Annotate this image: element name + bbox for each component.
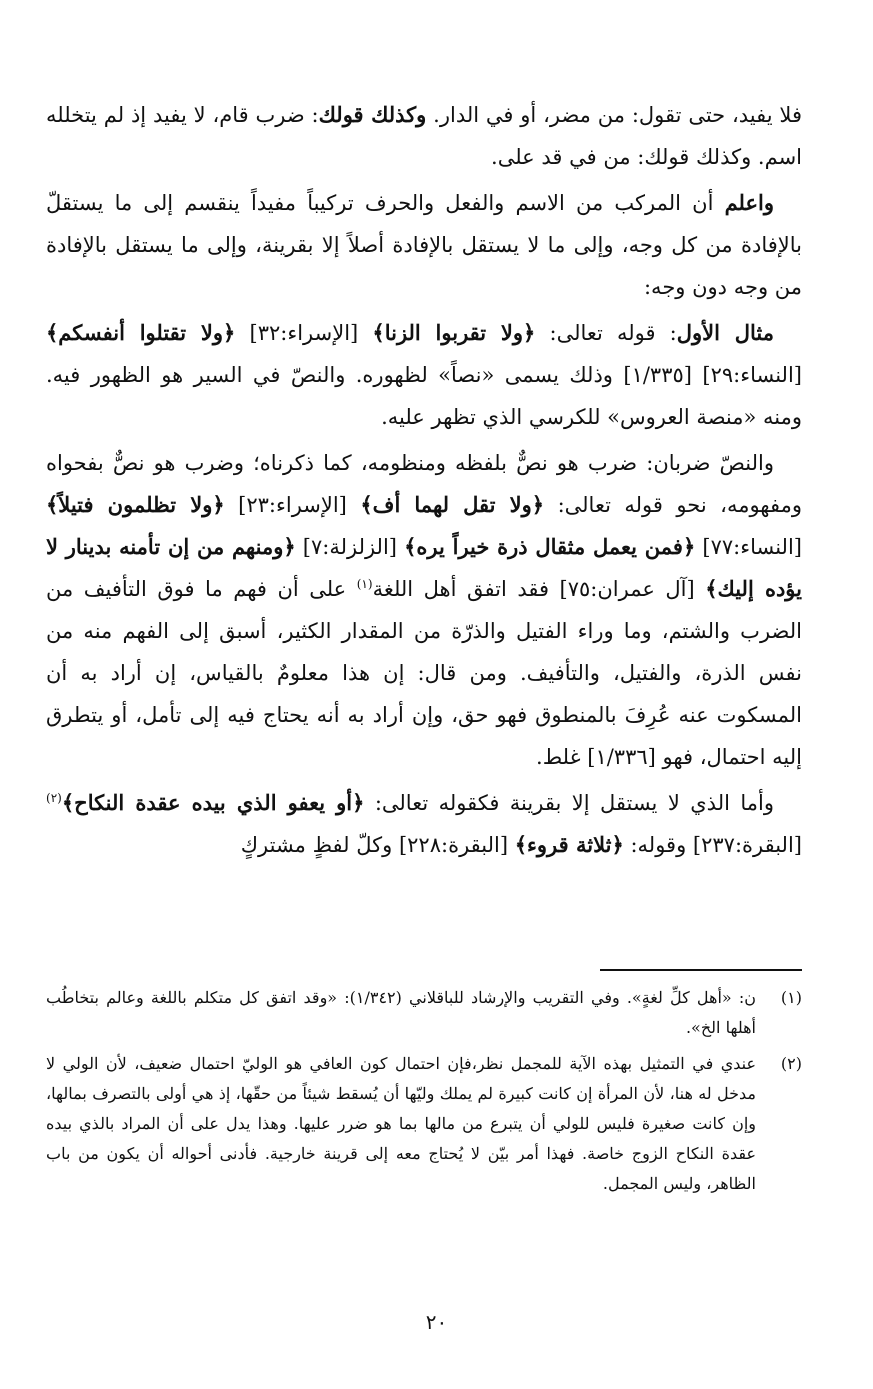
footnote-text: عندي في التمثيل بهذه الآية للمجمل نظر،فإن احتمال كون العافي هو الوليّ احتمال ضعيف، لأن الولي لا مدخل له هنا، لأن المرأة إن كانت كبيرة لم يملك وليّها أن يُسقط شيئاً من حقّها، إذ هي أولى بالتصرف بمالها، وإن كانت صغيرة فليس للولي أن يتبرع من مالها بما هو ضرر عليها. وهذا يدل على أن المراد بالذي بيده عقدة النكاح الزوج خاصة. فهذا أمر بيّن لا يُحتاج معه إلى قرينة خارجية. فأدنى أحواله أن يكون من باب الظاهر، وليس المجمل.	[46, 1054, 756, 1193]
footnote-reference: (٢)	[46, 791, 62, 805]
text-run: والنصّ ضربان: ضرب هو نصٌّ بلفظه ومنظومه، كما ذكرناه؛ وضرب هو نصٌّ بفحواه ومفهومه، نحو قوله تعالى:	[46, 451, 802, 517]
text-run: على أن فهم ما فوق التأفيف من الضرب والشتم، وما وراء الفتيل والذرّة من المقدار الكثير، أسبق إلى الفهم منه من نفس الذرة، والفتيل، والتأفيف. ومن قال: إن هذا معلومٌ بالقياس، إن أراد به أن المسكوت عنه عُرِفَ بالمنطوق فهو حق، وإن أراد به أنه يحتاج فيه إلى تأمل، أو يتطرق إليه احتمال، فهو [١/٣٣٦] غلط.	[46, 577, 802, 769]
main-text	[46, 94, 802, 870]
text-run: [النساء:٢٩] [١/٣٣٥] وذلك يسمى «نصاً» لظهوره. والنصّ في السير هو الظهور فيه. ومنه «منصة العروس» للكرسي الذي تظهر عليه.	[46, 363, 802, 429]
bold-text: ﴿ولا تقربوا الزنا﴾	[372, 320, 536, 345]
footnote-separator	[600, 969, 802, 971]
text-run: [الإسراء:٢٣]	[224, 493, 361, 517]
text-run: : قوله تعالى:	[535, 321, 677, 345]
text-run: وأما الذي لا يستقل إلا بقرينة فكقوله تعالى:	[364, 791, 774, 815]
page-number: ٢٠	[425, 1310, 448, 1334]
text-run: أن المركب من الاسم والفعل والحرف تركيباً مفيداً ينقسم إلى ما يستقلّ بالإفادة من كل وجه، وإلى ما لا يستقل بالإفادة أصلاً إلا بقرينة، وإلى ما يستقل بالإفادة من وجه دون وجه:	[46, 191, 802, 299]
paragraph	[46, 442, 802, 778]
paragraph	[46, 312, 802, 438]
paragraph	[46, 94, 802, 178]
paragraph	[46, 782, 802, 866]
bold-text: ﴿ثلاثة قروء﴾	[514, 832, 624, 857]
footnote	[46, 983, 802, 1043]
text-run: [الزلزلة:٧]	[295, 535, 405, 559]
paragraph	[46, 182, 802, 308]
bold-text: ﴿ولا تقتلوا أنفسكم﴾	[46, 320, 236, 345]
bold-text: مثال الأول	[676, 320, 775, 345]
bold-text: ﴿أو يعفو الذي بيده عقدة النكاح﴾	[61, 790, 365, 815]
footnote-text: ن: «أهل كلِّ لغةٍ». وفي التقريب والإرشاد للباقلاني (١/٣٤٢): «وقد اتفق كل متكلم باللغة وعالم بتخاطُب أهلها الخ».	[46, 988, 756, 1037]
bold-text: ﴿ومنهم من إن تأمنه بدينار لا يؤده إليك﴾	[46, 534, 802, 601]
text-run: [النساء:٧٧]	[695, 535, 802, 559]
text-run: [البقرة:٢٢٨] وكلّ لفظٍ مشتركٍ	[240, 833, 515, 857]
bold-text: ﴿ولا تقل لهما أف﴾	[360, 492, 545, 517]
footnotes	[46, 983, 802, 1205]
footnote	[46, 1049, 802, 1199]
bold-text: ﴿فمن يعمل مثقال ذرة خيراً يره﴾	[404, 534, 696, 559]
footnote-number: (٢)	[780, 1054, 802, 1073]
footnote-number: (١)	[780, 988, 802, 1007]
text-run: فلا يفيد، حتى تقول: من مضر، أو في الدار.	[426, 103, 802, 127]
bold-text: واعلم	[724, 190, 774, 215]
text-run: : ضرب قام، لا يفيد إذ لم يتخلله اسم. وكذلك قولك: من في قد على.	[46, 103, 802, 169]
text-run: [آل عمران:٧٥] فقد اتفق أهل اللغة	[372, 577, 706, 601]
text-run: [البقرة:٢٣٧] وقوله:	[623, 833, 802, 857]
bold-text: ﴿ولا تظلمون فتيلاً﴾	[46, 492, 225, 517]
text-run: [الإسراء:٣٢]	[235, 321, 373, 345]
footnote-reference: (١)	[356, 577, 373, 591]
bold-text: وكذلك قولك	[318, 102, 427, 127]
